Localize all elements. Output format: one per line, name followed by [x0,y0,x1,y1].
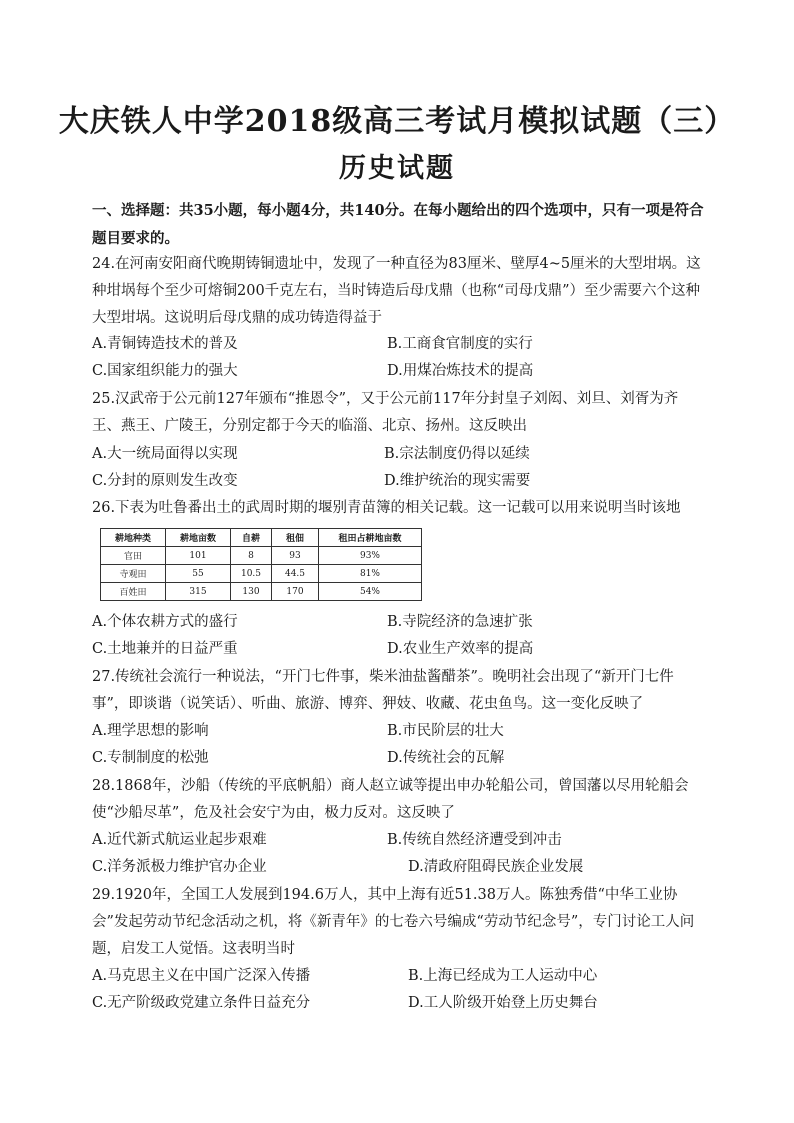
question-28-stem [92,773,707,827]
table-cell: 101 [166,547,231,565]
table-header-row [101,529,422,547]
table-cell: 130 [231,583,272,601]
table-row [101,547,422,565]
table-cell: 93 [272,547,319,565]
table-cell: 170 [272,583,319,601]
option-a[interactable]: A.理学思想的影响 [92,723,209,739]
table-row [101,565,422,583]
exam-subtitle: 历史试题 [339,153,455,184]
table-cell: 44.5 [272,565,319,583]
option-a[interactable]: A.大一统局面得以实现 [92,446,238,462]
option-b[interactable]: B.传统自然经济遭受到冲击 [387,832,562,848]
stem-line: 使“沙船尽革”，危及社会安宁为由，极力反对。这反映了 [92,805,455,821]
option-b[interactable]: B.上海已经成为工人运动中心 [408,968,598,984]
table-cell: 55 [166,565,231,583]
table-cell: 315 [166,583,231,601]
option-c[interactable]: C.土地兼并的日益严重 [92,641,238,657]
option-c[interactable]: C.洋务派极力维护官办企业 [92,859,267,875]
question-25-stem: 25.汉武帝于公元前127年颁布“推恩令”，又于公元前117年分封皇子刘闳、刘旦、刘胥为齐王、燕王、广陵王，分别定都于今天的临淄、北京、扬州。这反映出 [92,391,679,434]
option-b[interactable]: B.工商食官制度的实行 [387,336,533,352]
table-cell: 官田 [101,547,166,565]
option-a[interactable]: A.个体农耕方式的盛行 [92,614,238,630]
table-cell: 10.5 [231,565,272,583]
table-cell: 81% [319,565,422,583]
stem-line: 28.1868年，沙船（传统的平底帆船）商人赵立诚等提出申办轮船公司，曾国藩以尽用轮船会 [92,778,689,794]
table-header: 自耕 [231,529,272,547]
data-table [100,528,422,601]
option-b[interactable]: B.寺院经济的急速扩张 [387,614,533,630]
question-24-stem: 24.在河南安阳商代晚期铸铜遗址中，发现了一种直径为83厘米、壁厚4~5厘米的大型坩埚。这种坩埚每个至少可熔铜200千克左右，当时铸造后母戊鼎（也称“司母戊鼎”）至少需要六个这种大型坩埚。这说明后母戊鼎的成功铸造得益于 [92,256,701,326]
table-header: 耕地种类 [101,529,166,547]
table-cell: 寺观田 [101,565,166,583]
table-header: 耕地亩数 [166,529,231,547]
option-d[interactable]: D.工人阶级开始登上历史舞台 [408,995,598,1011]
option-d[interactable]: D.农业生产效率的提高 [387,641,534,657]
option-b[interactable]: B.市民阶层的壮大 [387,723,504,739]
table-row [101,583,422,601]
option-c[interactable]: C.国家组织能力的强大 [92,363,238,379]
option-d[interactable]: D.传统社会的瓦解 [387,750,505,766]
table-cell: 54% [319,583,422,601]
question-26-stem: 26.下表为吐鲁番出土的武周时期的堰别青苗簿的相关记载。这一记载可以用来说明当时该地 [92,500,681,516]
table-header: 租佃 [272,529,319,547]
section-instructions: 一、选择题：共35小题，每小题4分，共140分。在每小题给出的四个选项中，只有一项是符合题目要求的。 [92,202,704,247]
table-cell: 93% [319,547,422,565]
question-27-stem: 27.传统社会流行一种说法，“开门七件事，柴米油盐酱醋茶”。晚明社会出现了“新开门七件事”，即谈谐（说笑话）、听曲、旅游、博弈、狎妓、收藏、花虫鱼鸟。这一变化反映了 [92,669,674,712]
exam-title: 大庆铁人中学2018级高三考试月模拟试题（三） [58,104,736,139]
option-a[interactable]: A.马克思主义在中国广泛深入传播 [92,968,311,984]
table-cell: 8 [231,547,272,565]
option-c[interactable]: C.分封的原则发生改变 [92,473,238,489]
option-c[interactable]: C.无产阶级政党建立条件日益充分 [92,995,311,1011]
option-a[interactable]: A.近代新式航运业起步艰难 [92,832,267,848]
question-29-stem: 29.1920年，全国工人发展到194.6万人，其中上海有近51.38万人。陈独秀借“中华工业协会”发起劳动节纪念活动之机，将《新青年》的七卷六号编成“劳动节纪念号”，专门讨论工人问题，启发工人觉悟。这表明当时 [92,887,695,957]
table-cell: 百姓田 [101,583,166,601]
option-d[interactable]: D.维护统治的现实需要 [384,473,531,489]
option-d[interactable]: D.用煤冶炼技术的提高 [387,363,534,379]
table-header: 租田占耕地亩数 [319,529,422,547]
option-a[interactable]: A.青铜铸造技术的普及 [92,336,238,352]
option-b[interactable]: B.宗法制度仍得以延续 [384,446,530,462]
option-c[interactable]: C.专制制度的松弛 [92,750,209,766]
option-d[interactable]: D.清政府阻碍民族企业发展 [408,859,584,875]
